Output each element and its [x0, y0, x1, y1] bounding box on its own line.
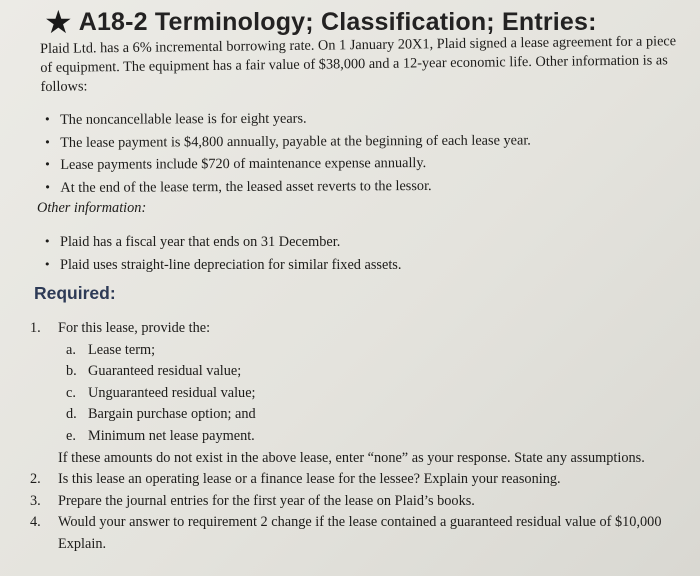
sub-letter: a. [66, 341, 76, 358]
list-item: • At the end of the lease term, the leased asset reverts to the lessor. [44, 173, 664, 199]
requirement-number: 4. [30, 514, 41, 531]
requirement-text: For this lease, provide the: [58, 320, 211, 336]
lease-terms-list [44, 106, 664, 199]
requirement-4-continuation [30, 534, 700, 556]
required-heading: Required: [34, 283, 116, 303]
requirement-number: 2. [30, 471, 41, 488]
requirement-number: 1. [30, 320, 41, 336]
requirement-3 [30, 491, 700, 513]
requirement-text: Would your answer to requirement 2 change if the lease contained a guaranteed residual value of $10,000 [58, 514, 662, 531]
requirement-text: Explain. [58, 535, 107, 552]
requirement-1-note [30, 448, 700, 470]
requirement-1e [30, 426, 700, 448]
sub-text: Bargain purchase option; and [88, 406, 256, 423]
requirement-note: If these amounts do not exist in the above lease, enter “none” as your response. State any assumptions. [58, 449, 645, 466]
requirement-text: Is this lease an operating lease or a finance lease for the lessee? Explain your reasoning. [58, 471, 561, 488]
sub-text: Minimum net lease payment. [88, 427, 255, 444]
sub-text: Lease term; [88, 341, 156, 358]
other-information-heading: Other information: [37, 200, 147, 216]
list-item: • Plaid has a fiscal year that ends on 31 December. [44, 231, 664, 254]
requirement-1c [30, 383, 700, 405]
problem-title: A18-2 Terminology; Classification; Entries: [78, 7, 597, 36]
requirement-1a [30, 340, 700, 362]
requirement-text: Prepare the journal entries for the first year of the lease on Plaid’s books. [58, 492, 475, 509]
sub-text: Unguaranteed residual value; [88, 384, 256, 401]
requirement-number: 3. [30, 492, 41, 509]
sub-letter: b. [66, 363, 77, 380]
requirement-4 [30, 512, 700, 534]
sub-text: Guaranteed residual value; [88, 363, 242, 380]
requirement-2 [30, 469, 700, 491]
sub-letter: e. [66, 427, 76, 444]
list-item: • Lease payments include $720 of maintenance expense annually. [44, 151, 664, 177]
other-information-list [44, 231, 664, 276]
requirement-1d [30, 404, 700, 426]
intro-paragraph: Plaid Ltd. has a 6% incremental borrowing rate. On 1 January 20X1, Plaid signed a lease agreement for a piece of equipment. The equipment has a fair value of $38,000 and a 12-year economic life. Other information is as follows: [40, 33, 677, 95]
list-item: • The noncancellable lease is for eight years. [44, 106, 664, 132]
requirement-1 [30, 318, 700, 340]
list-item: • Plaid uses straight-line depreciation for similar fixed assets. [44, 254, 664, 277]
list-item: • The lease payment is $4,800 annually, payable at the beginning of each lease year. [44, 128, 664, 154]
problem-intro [40, 32, 686, 97]
sub-letter: d. [66, 406, 77, 423]
requirement-1b [30, 361, 700, 383]
star-icon: ★ [44, 3, 73, 41]
sub-letter: c. [66, 384, 76, 401]
problem-header [44, 3, 597, 41]
requirements-list [30, 318, 700, 556]
